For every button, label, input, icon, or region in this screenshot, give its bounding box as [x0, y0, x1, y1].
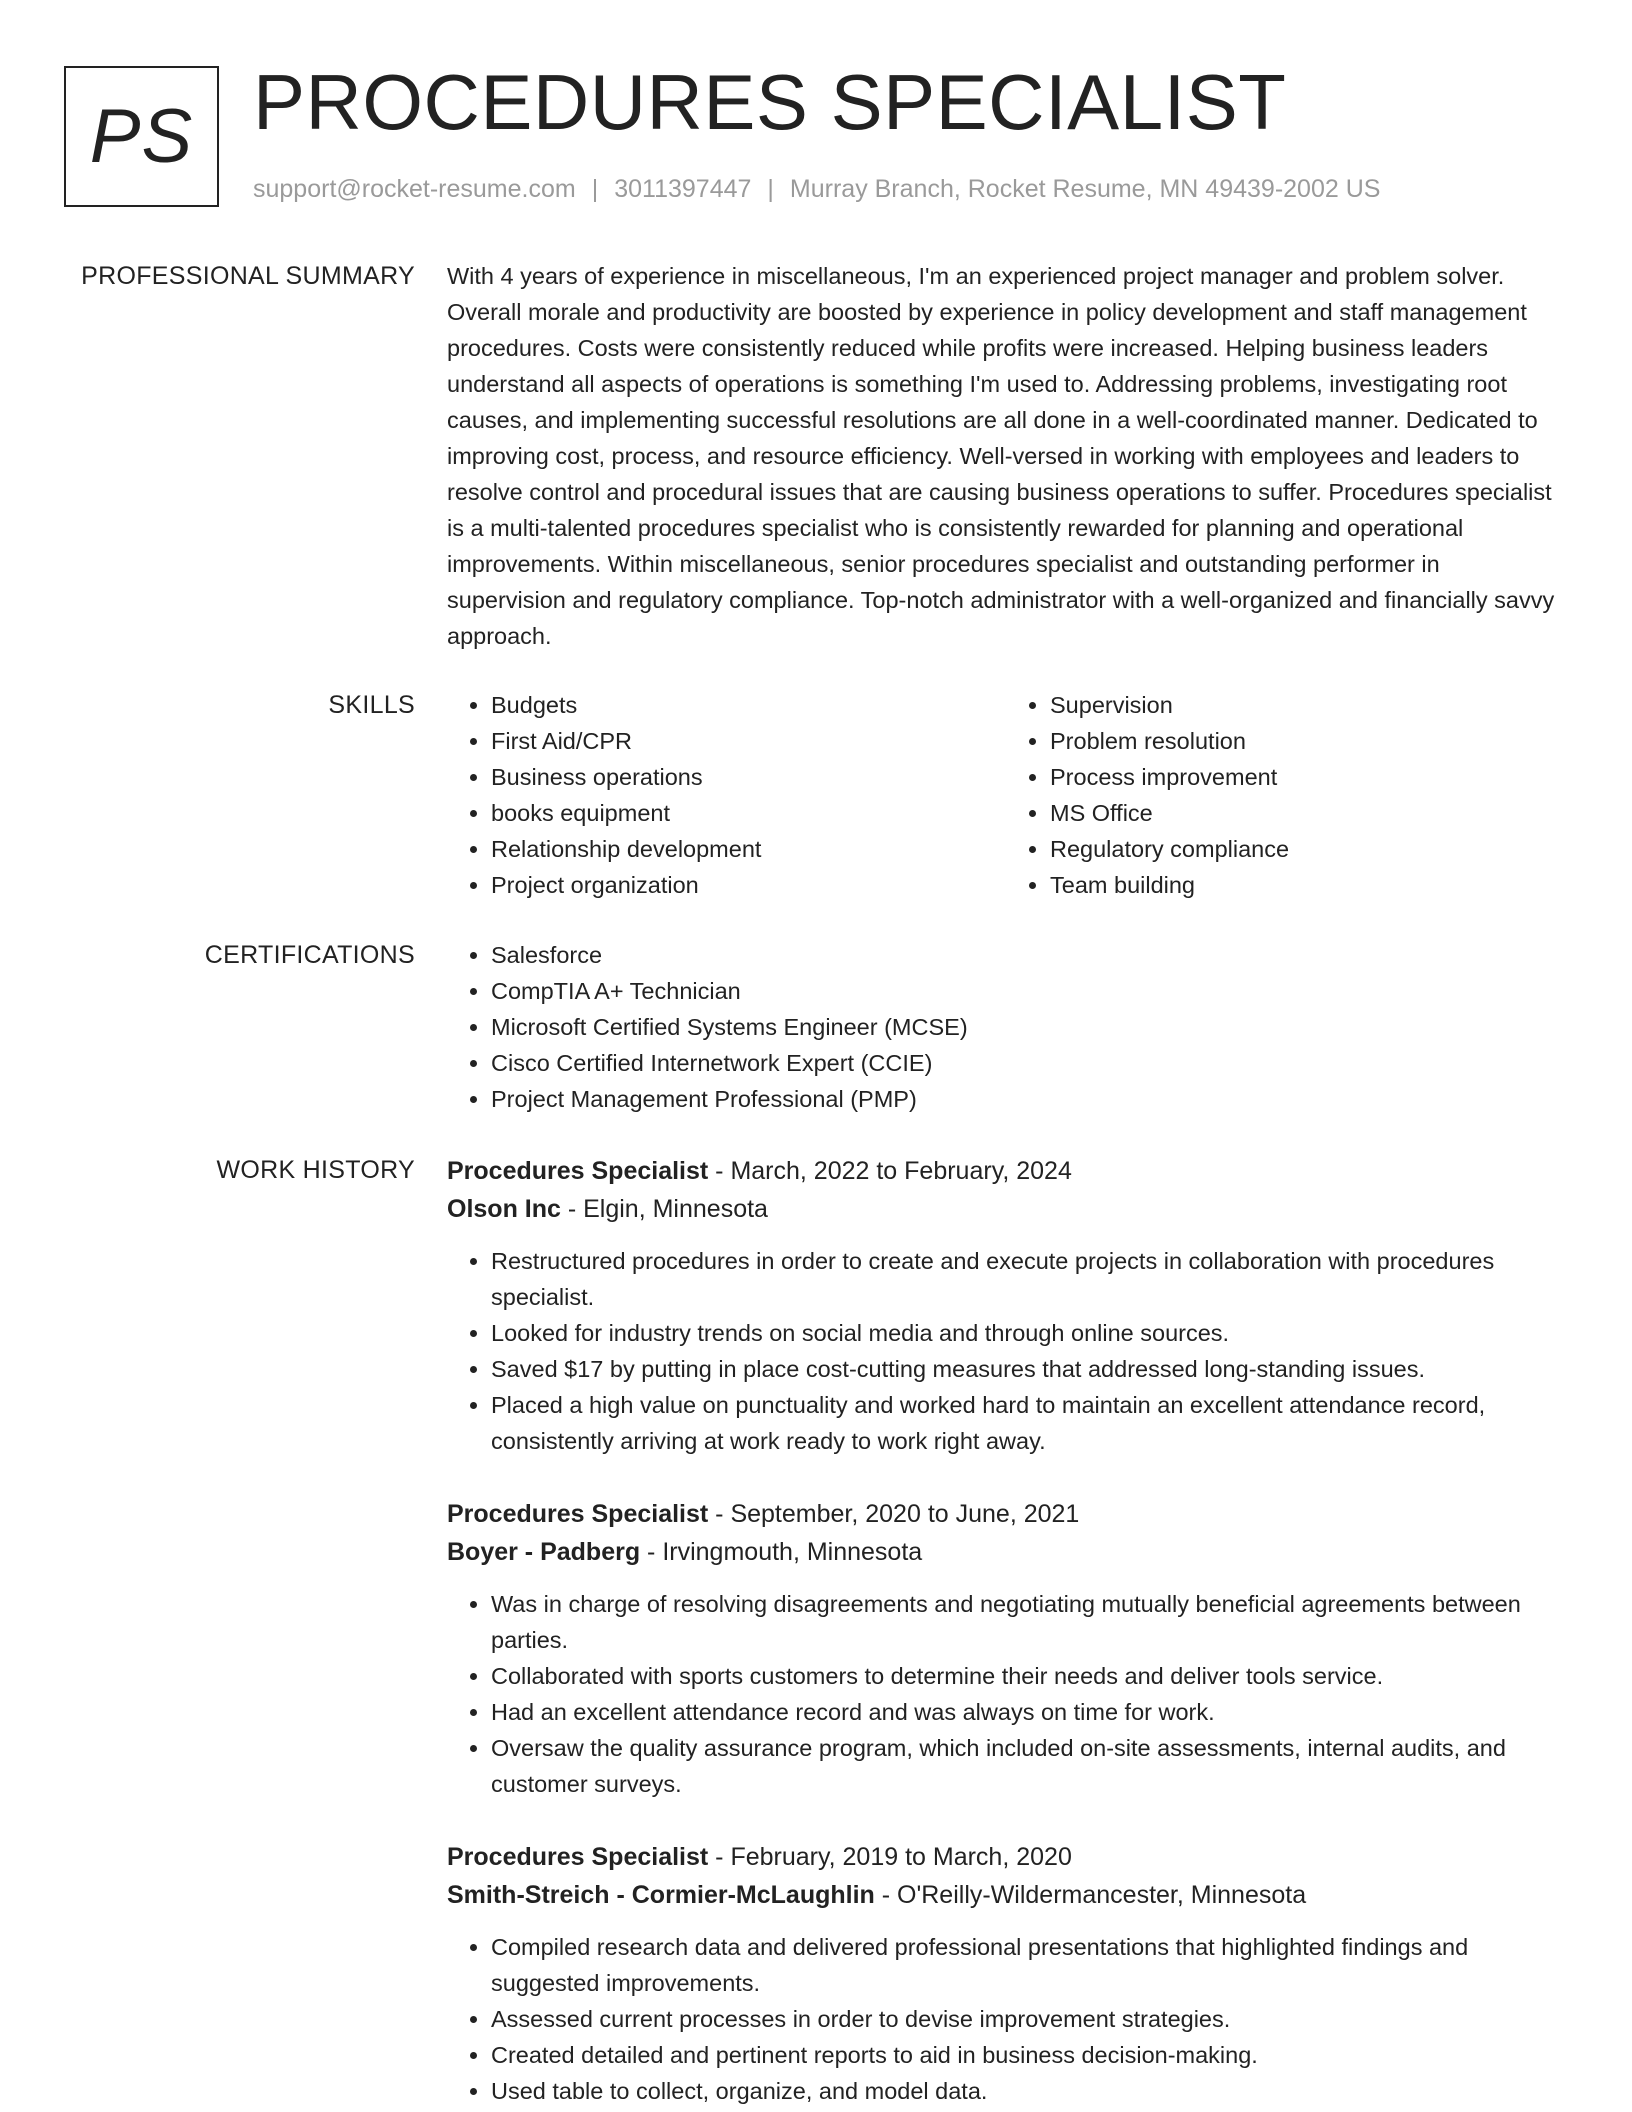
work-history-heading: WORK HISTORY: [216, 1156, 415, 1184]
list-item: • Problem resolution: [1050, 723, 1565, 759]
list-item: • Placed a high value on punctuality and worked hard to maintain an excellent attendance record, consistently arriving at work ready to work right away.: [491, 1387, 1565, 1459]
list-item: • Had an excellent attendance record and was always on time for work.: [491, 1694, 1565, 1730]
list-item: • Team building: [1050, 867, 1565, 903]
skills-body: [447, 687, 1565, 903]
job-company: Smith-Streich - Cormier-McLaughlin: [447, 1881, 875, 1909]
certifications-heading: CERTIFICATIONS: [204, 941, 415, 969]
job-title-line: [447, 1152, 1565, 1190]
job-dates: - September, 2020 to June, 2021: [708, 1500, 1080, 1528]
list-item: • Used table to collect, organize, and model data.: [491, 2073, 1565, 2109]
list-item: • CompTIA A+ Technician: [491, 973, 1565, 1009]
contact-line: [253, 174, 1380, 204]
job-title: Procedures Specialist: [447, 1843, 709, 1871]
job-title: Procedures Specialist: [447, 1500, 709, 1528]
list-item: • books equipment: [491, 795, 1006, 831]
list-item: • Project organization: [491, 867, 1006, 903]
job-dates: - February, 2019 to March, 2020: [708, 1843, 1072, 1871]
job-company: Boyer - Padberg: [447, 1538, 641, 1566]
list-item: • Microsoft Certified Systems Engineer (MCSE): [491, 1009, 1565, 1045]
contact-separator: |: [591, 175, 599, 203]
job-company-line: [447, 1876, 1565, 1914]
summary-heading: PROFESSIONAL SUMMARY: [81, 262, 415, 290]
list-item: • Collaborated with sports customers to determine their needs and deliver tools service.: [491, 1658, 1565, 1694]
job-title-line: [447, 1495, 1565, 1533]
job-company-line: [447, 1190, 1565, 1228]
monogram-logo: PS: [64, 66, 219, 207]
job-location: - Irvingmouth, Minnesota: [640, 1538, 923, 1566]
list-item: • MS Office: [1050, 795, 1565, 831]
list-item: • First Aid/CPR: [491, 723, 1006, 759]
skills-list-right: [1006, 687, 1565, 903]
job-entry: [447, 1838, 1565, 2109]
job-bullets: [447, 1929, 1565, 2109]
job-entry: [447, 1152, 1565, 1459]
certifications-body: [447, 937, 1565, 1117]
job-location: - Elgin, Minnesota: [560, 1195, 768, 1223]
certifications-list: [447, 937, 1565, 1117]
page-title: PROCEDURES SPECIALIST: [253, 58, 1287, 146]
skills-list-left: [447, 687, 1006, 903]
list-item: • Looked for industry trends on social media and through online sources.: [491, 1315, 1565, 1351]
list-item: • Saved $17 by putting in place cost-cutting measures that addressed long-standing issues.: [491, 1351, 1565, 1387]
list-item: • Budgets: [491, 687, 1006, 723]
list-item: • Business operations: [491, 759, 1006, 795]
job-bullets: [447, 1243, 1565, 1459]
summary-text: With 4 years of experience in miscellaneous, I'm an experienced project manager and problem solver. Overall morale and productivity are boosted by experience in policy development and staff management procedures. Costs were consistently reduced while profits were increased. Helping business leaders understand all aspects of operations is something I'm used to. Addressing problems, investigating root causes, and implementing successful resolutions are all done in a well-coordinated manner. Dedicated to improving cost, process, and resource efficiency. Well-versed in working with employees and leaders to resolve control and procedural issues that are causing business operations to suffer. Procedures specialist is a multi-talented procedures specialist who is consistently rewarded for planning and operational improvements. Within miscellaneous, senior procedures specialist and outstanding performer in supervision and regulatory compliance. Top-notch administrator with a well-organized and financially savvy approach.: [447, 263, 1555, 649]
list-item: • Process improvement: [1050, 759, 1565, 795]
list-item: • Assessed current processes in order to devise improvement strategies.: [491, 2001, 1565, 2037]
job-company: Olson Inc: [447, 1195, 561, 1223]
list-item: • Compiled research data and delivered professional presentations that highlighted findings and suggested improvements.: [491, 1929, 1565, 2001]
list-item: • Restructured procedures in order to create and execute projects in collaboration with procedures specialist.: [491, 1243, 1565, 1315]
job-title: Procedures Specialist: [447, 1157, 709, 1185]
contact-phone[interactable]: 3011397447: [614, 175, 752, 203]
job-dates: - March, 2022 to February, 2024: [708, 1157, 1072, 1185]
job-location: - O'Reilly-Wildermancester, Minnesota: [874, 1881, 1307, 1909]
skills-heading: SKILLS: [328, 691, 415, 719]
job-title-line: [447, 1838, 1565, 1876]
list-item: • Cisco Certified Internetwork Expert (CCIE): [491, 1045, 1565, 1081]
list-item: • Regulatory compliance: [1050, 831, 1565, 867]
job-bullets: [447, 1586, 1565, 1802]
list-item: • Was in charge of resolving disagreements and negotiating mutually beneficial agreements between parties.: [491, 1586, 1565, 1658]
contact-address: Murray Branch, Rocket Resume, MN 49439-2002 US: [789, 175, 1381, 203]
list-item: • Salesforce: [491, 937, 1565, 973]
contact-email[interactable]: support@rocket-resume.com: [253, 175, 576, 203]
list-item: • Supervision: [1050, 687, 1565, 723]
contact-separator: |: [767, 175, 774, 203]
list-item: • Created detailed and pertinent reports to aid in business decision-making.: [491, 2037, 1565, 2073]
list-item: • Relationship development: [491, 831, 1006, 867]
job-entry: [447, 1495, 1565, 1802]
job-company-line: [447, 1533, 1565, 1571]
list-item: • Oversaw the quality assurance program, which included on-site assessments, internal audits, and customer surveys.: [491, 1730, 1565, 1802]
list-item: • Project Management Professional (PMP): [491, 1081, 1565, 1117]
